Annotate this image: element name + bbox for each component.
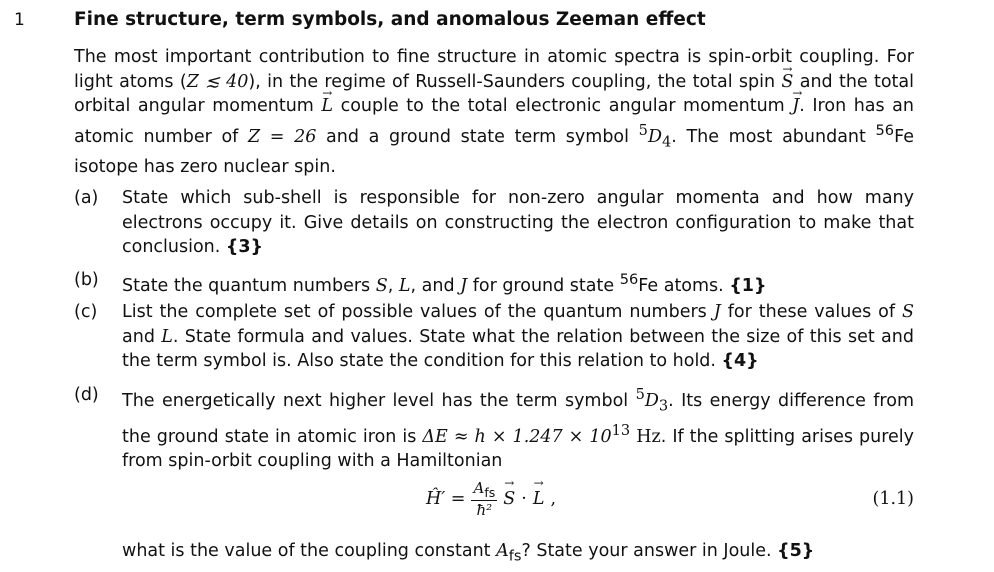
points: {1} <box>729 275 767 296</box>
item-d: (d) The energetically next higher level has the term symbol $^5D_3$. Its energy difference from the ground state in atomic iron is $\Delta E \approx h \times 1.247 \times 10^{13}$ Hz. If the splitting arises purely from spin-orbit coupling with a Hamiltonian <box>74 385 915 472</box>
points: {3} <box>225 237 263 258</box>
item-label: (d) <box>74 385 99 405</box>
vector-l: → L <box>533 489 545 509</box>
intro-paragraph: The most important contribution to fine structure in atomic spectra is spin-orbit coupling. For light atoms (Z ≲ 40), in the regime of Russell-Saunders coupling, the total spin → S and the total orbital angular momentum → L couple to the total electronic angular momentum → J. Iron has an atomic number of Z = 26 and a ground state term symbol $^5D_4$. The most abundant $^{56}$Fe isotope has zero nuclear spin. <box>74 45 914 179</box>
closing-question: what is the value of the coupling constant $A_{fs}$? State your answer in Joule. {5} <box>122 541 815 565</box>
vector-s: → S <box>503 489 515 509</box>
vector-s: → S <box>781 70 793 95</box>
energy-difference: ΔE ≈ h × 1.247 × 10 <box>422 426 612 447</box>
question-number: 1 <box>14 10 25 30</box>
vector-l: → L <box>321 94 333 119</box>
item-label: (a) <box>74 188 99 208</box>
fraction: $\frac{A_{fs}}{\text{ħ²}}$ <box>473 479 496 519</box>
equation-number: (1.1) <box>872 489 914 509</box>
hamiltonian-equation: Ĥ′ = $\frac{A_{fs}}{\text{ħ²}}$ → S · → L , <box>426 479 556 519</box>
points: {4} <box>721 351 759 372</box>
item-label: (c) <box>74 302 98 322</box>
points: {5} <box>777 541 815 561</box>
vector-j: → J <box>792 94 799 119</box>
term-symbol: D <box>647 126 662 147</box>
equation-block <box>74 475 914 531</box>
item-label: (b) <box>74 270 99 290</box>
item-b: (b) State the quantum numbers S, L, and J for ground state $^{56}$Fe atoms. {1} <box>74 270 767 296</box>
item-a: (a) State which sub-shell is responsible for non-zero angular momenta and how many electrons occupy it. Give details on constructing the electron configuration to make that conclusion. {3} <box>74 188 914 258</box>
question-title: Fine structure, term symbols, and anomalous Zeeman effect <box>74 9 706 30</box>
item-c: (c) List the complete set of possible values of the quantum numbers J for these values of S and L. State formula and values. State what the relation between the size of this set and the term symbol is. Also state the condition for this relation to hold. {4} <box>74 302 914 372</box>
